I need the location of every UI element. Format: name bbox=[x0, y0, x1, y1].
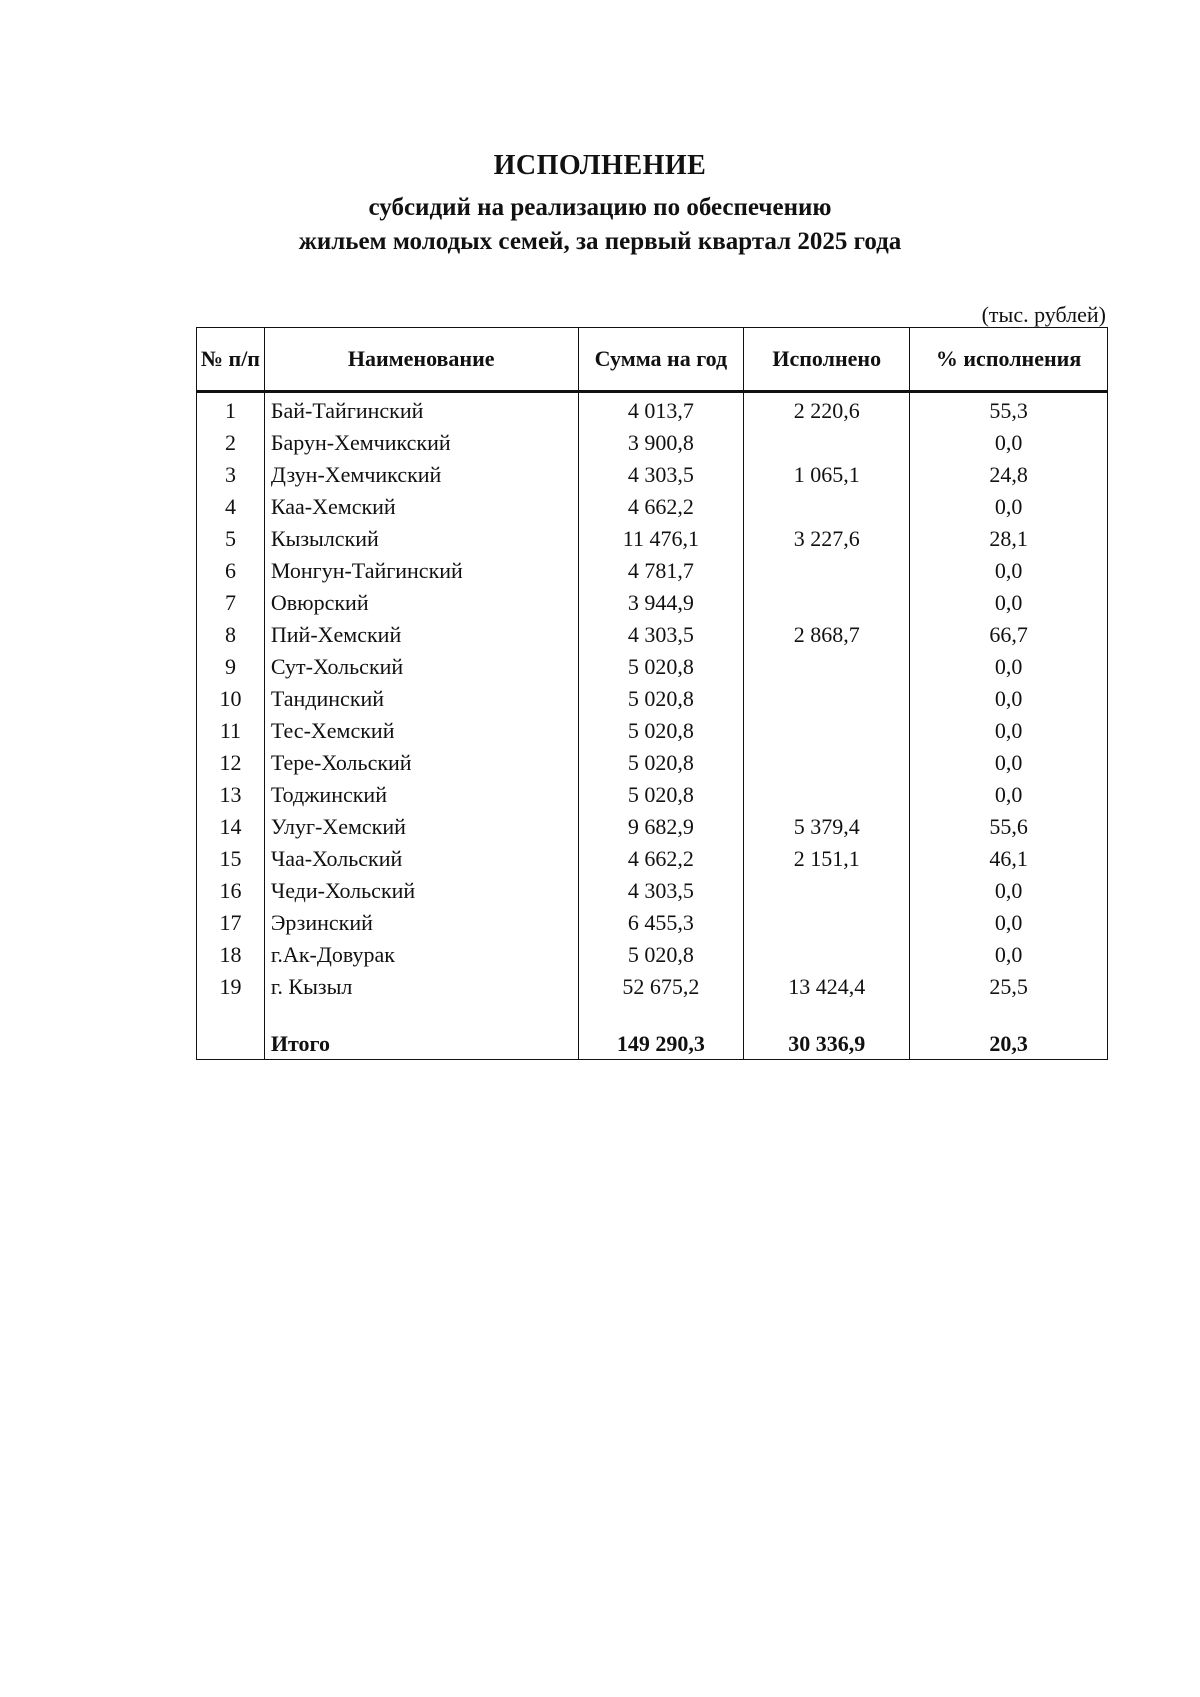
row-pct-cell: 0,0 bbox=[910, 681, 1108, 713]
document-subtitle-line-2: жильем молодых семей, за первый квартал 2025 года bbox=[298, 228, 902, 255]
row-name-cell: Улуг-Хемский bbox=[264, 809, 578, 841]
table-row bbox=[197, 585, 1108, 617]
row-num-cell: 11 bbox=[197, 713, 265, 745]
row-name-cell: Тере-Хольский bbox=[264, 745, 578, 777]
table-row bbox=[197, 425, 1108, 457]
row-amount-cell: 3 944,9 bbox=[578, 585, 744, 617]
row-done-cell bbox=[744, 777, 910, 809]
total-pct-cell: 20,3 bbox=[910, 1029, 1108, 1060]
table-row bbox=[197, 489, 1108, 521]
row-done-cell bbox=[744, 905, 910, 937]
row-done-cell: 2 151,1 bbox=[744, 841, 910, 873]
row-name-cell: Каа-Хемский bbox=[264, 489, 578, 521]
table-row bbox=[197, 777, 1108, 809]
row-num-cell: 3 bbox=[197, 457, 265, 489]
table-row bbox=[197, 681, 1108, 713]
row-num-cell: 7 bbox=[197, 585, 265, 617]
row-pct-cell: 0,0 bbox=[910, 585, 1108, 617]
row-pct-cell: 55,6 bbox=[910, 809, 1108, 841]
row-num-cell: 18 bbox=[197, 937, 265, 969]
row-num-cell: 8 bbox=[197, 617, 265, 649]
row-amount-cell: 5 020,8 bbox=[578, 681, 744, 713]
row-pct-cell: 0,0 bbox=[910, 649, 1108, 681]
total-row bbox=[197, 1029, 1108, 1060]
row-done-cell: 13 424,4 bbox=[744, 969, 910, 1001]
table-row bbox=[197, 457, 1108, 489]
row-name-cell: Дзун-Хемчикский bbox=[264, 457, 578, 489]
row-amount-cell: 4 662,2 bbox=[578, 489, 744, 521]
table-row bbox=[197, 905, 1108, 937]
table-row bbox=[197, 392, 1108, 426]
row-done-cell: 2 220,6 bbox=[744, 392, 910, 426]
table-row bbox=[197, 873, 1108, 905]
table-row bbox=[197, 649, 1108, 681]
row-amount-cell: 4 662,2 bbox=[578, 841, 744, 873]
row-name-cell: Пий-Хемский bbox=[264, 617, 578, 649]
row-amount-cell: 5 020,8 bbox=[578, 745, 744, 777]
execution-table bbox=[196, 327, 1108, 1060]
table-row bbox=[197, 937, 1108, 969]
row-pct-cell: 25,5 bbox=[910, 969, 1108, 1001]
row-name-cell: Овюрский bbox=[264, 585, 578, 617]
row-name-cell: Эрзинский bbox=[264, 905, 578, 937]
row-name-cell: Тес-Хемский bbox=[264, 713, 578, 745]
header-name: Наименование bbox=[264, 328, 578, 392]
row-pct-cell: 46,1 bbox=[910, 841, 1108, 873]
table-row bbox=[197, 617, 1108, 649]
row-done-cell bbox=[744, 713, 910, 745]
row-name-cell: Сут-Хольский bbox=[264, 649, 578, 681]
row-pct-cell: 55,3 bbox=[910, 392, 1108, 426]
row-num-cell: 9 bbox=[197, 649, 265, 681]
header-pct: % исполнения bbox=[910, 328, 1108, 392]
row-name-cell: Тандинский bbox=[264, 681, 578, 713]
row-name-cell: Чаа-Хольский bbox=[264, 841, 578, 873]
row-name-cell: г.Ак-Довурак bbox=[264, 937, 578, 969]
table-body bbox=[197, 392, 1108, 1002]
table-header-row bbox=[197, 328, 1108, 392]
header-amount: Сумма на год bbox=[578, 328, 744, 392]
row-name-cell: г. Кызыл bbox=[264, 969, 578, 1001]
row-name-cell: Кызылский bbox=[264, 521, 578, 553]
row-done-cell bbox=[744, 553, 910, 585]
row-amount-cell: 52 675,2 bbox=[578, 969, 744, 1001]
row-amount-cell: 4 303,5 bbox=[578, 617, 744, 649]
row-name-cell: Барун-Хемчикский bbox=[264, 425, 578, 457]
row-done-cell: 2 868,7 bbox=[744, 617, 910, 649]
row-amount-cell: 5 020,8 bbox=[578, 777, 744, 809]
document-title: ИСПОЛНЕНИЕ bbox=[493, 150, 707, 181]
row-num-cell: 12 bbox=[197, 745, 265, 777]
row-amount-cell: 4 303,5 bbox=[578, 457, 744, 489]
row-amount-cell: 11 476,1 bbox=[578, 521, 744, 553]
table-row bbox=[197, 521, 1108, 553]
table-row bbox=[197, 969, 1108, 1001]
row-pct-cell: 28,1 bbox=[910, 521, 1108, 553]
row-amount-cell: 6 455,3 bbox=[578, 905, 744, 937]
row-num-cell: 15 bbox=[197, 841, 265, 873]
row-num-cell: 5 bbox=[197, 521, 265, 553]
row-amount-cell: 3 900,8 bbox=[578, 425, 744, 457]
row-done-cell bbox=[744, 745, 910, 777]
row-done-cell bbox=[744, 425, 910, 457]
row-num-cell: 4 bbox=[197, 489, 265, 521]
row-pct-cell: 24,8 bbox=[910, 457, 1108, 489]
row-amount-cell: 9 682,9 bbox=[578, 809, 744, 841]
row-name-cell: Тоджинский bbox=[264, 777, 578, 809]
row-num-cell: 6 bbox=[197, 553, 265, 585]
row-num-cell: 14 bbox=[197, 809, 265, 841]
row-pct-cell: 0,0 bbox=[910, 713, 1108, 745]
row-pct-cell: 0,0 bbox=[910, 553, 1108, 585]
table-row bbox=[197, 713, 1108, 745]
document-header bbox=[0, 150, 1200, 262]
header-num: № п/п bbox=[197, 328, 265, 392]
row-done-cell: 5 379,4 bbox=[744, 809, 910, 841]
row-amount-cell: 5 020,8 bbox=[578, 649, 744, 681]
row-pct-cell: 66,7 bbox=[910, 617, 1108, 649]
row-done-cell bbox=[744, 873, 910, 905]
table-row bbox=[197, 553, 1108, 585]
row-pct-cell: 0,0 bbox=[910, 873, 1108, 905]
row-num-cell: 13 bbox=[197, 777, 265, 809]
row-amount-cell: 4 013,7 bbox=[578, 392, 744, 426]
table-row bbox=[197, 809, 1108, 841]
row-done-cell: 3 227,6 bbox=[744, 521, 910, 553]
row-name-cell: Монгун-Тайгинский bbox=[264, 553, 578, 585]
row-pct-cell: 0,0 bbox=[910, 745, 1108, 777]
row-num-cell: 1 bbox=[197, 392, 265, 426]
row-pct-cell: 0,0 bbox=[910, 777, 1108, 809]
spacer-row bbox=[197, 1001, 1108, 1029]
row-num-cell: 2 bbox=[197, 425, 265, 457]
row-name-cell: Бай-Тайгинский bbox=[264, 392, 578, 426]
row-amount-cell: 4 303,5 bbox=[578, 873, 744, 905]
row-done-cell bbox=[744, 489, 910, 521]
table-row bbox=[197, 841, 1108, 873]
header-done: Исполнено bbox=[744, 328, 910, 392]
row-done-cell: 1 065,1 bbox=[744, 457, 910, 489]
total-done-cell: 30 336,9 bbox=[744, 1029, 910, 1060]
row-num-cell: 16 bbox=[197, 873, 265, 905]
row-name-cell: Чеди-Хольский bbox=[264, 873, 578, 905]
row-pct-cell: 0,0 bbox=[910, 425, 1108, 457]
total-amount-cell: 149 290,3 bbox=[578, 1029, 744, 1060]
row-amount-cell: 5 020,8 bbox=[578, 937, 744, 969]
row-num-cell: 19 bbox=[197, 969, 265, 1001]
row-done-cell bbox=[744, 937, 910, 969]
units-note: (тыс. рублей) bbox=[981, 302, 1106, 327]
row-done-cell bbox=[744, 681, 910, 713]
total-num-cell bbox=[197, 1029, 265, 1060]
row-num-cell: 10 bbox=[197, 681, 265, 713]
document-subtitle-line-1: субсидий на реализацию по обеспечению bbox=[368, 194, 832, 221]
table-row bbox=[197, 745, 1108, 777]
row-done-cell bbox=[744, 585, 910, 617]
row-done-cell bbox=[744, 649, 910, 681]
row-pct-cell: 0,0 bbox=[910, 905, 1108, 937]
row-pct-cell: 0,0 bbox=[910, 937, 1108, 969]
row-amount-cell: 5 020,8 bbox=[578, 713, 744, 745]
row-pct-cell: 0,0 bbox=[910, 489, 1108, 521]
row-num-cell: 17 bbox=[197, 905, 265, 937]
row-amount-cell: 4 781,7 bbox=[578, 553, 744, 585]
total-name-cell: Итого bbox=[264, 1029, 578, 1060]
